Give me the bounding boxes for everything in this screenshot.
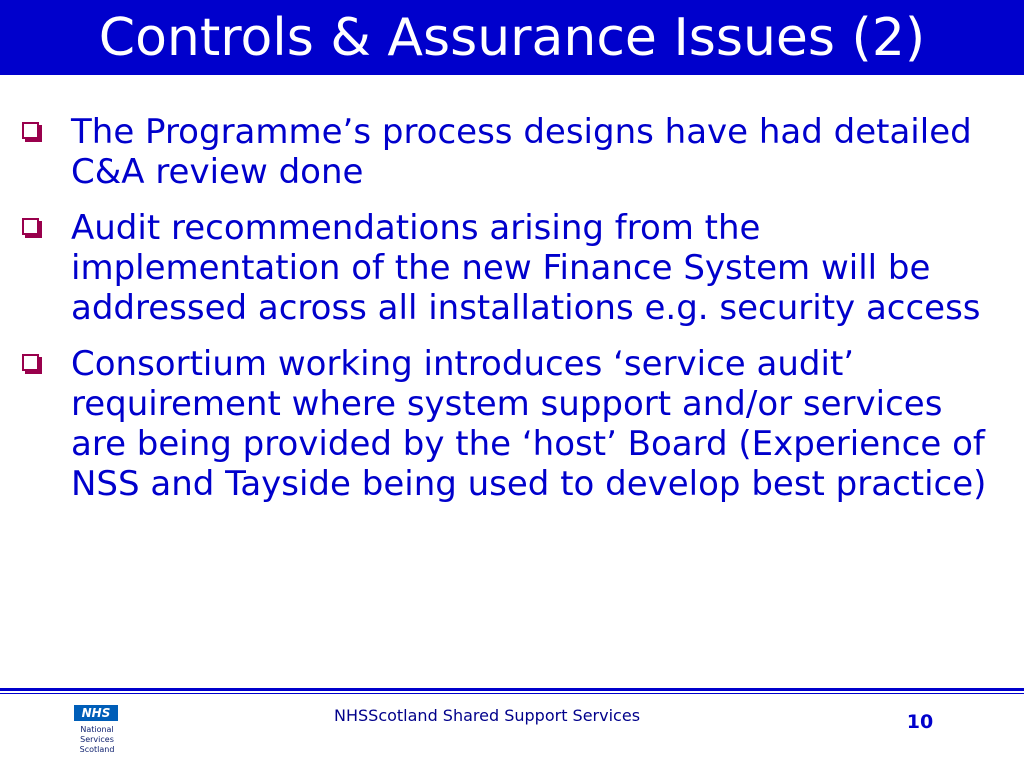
bullet-item <box>0 344 1024 504</box>
title-bar <box>0 0 1024 75</box>
logo-text-line: National <box>80 725 114 734</box>
footer-divider-thin <box>0 693 1024 694</box>
page-number: 10 <box>906 711 934 733</box>
square-bullet-icon <box>22 122 39 139</box>
footer-divider <box>0 688 1024 691</box>
slide-title: Controls & Assurance Issues (2) <box>98 8 926 68</box>
footer-text: NHSScotland Shared Support Services <box>334 706 641 725</box>
logo-text-line: Services <box>80 735 114 744</box>
nhs-logo <box>74 705 120 761</box>
square-bullet-icon <box>22 354 39 371</box>
bullet-text: The Programme’s process designs have had detailed C&A review done <box>71 112 972 192</box>
bullet-list <box>0 112 1024 520</box>
bullet-item <box>0 208 1024 328</box>
square-bullet-icon <box>22 218 39 235</box>
nhs-logo-badge: NHS <box>74 705 118 721</box>
logo-text-line: Scotland <box>79 745 115 754</box>
bullet-text: Consortium working introduces ‘service audit’ requirement where system support and/or services are being provided by the ‘host’ Board (Experience of NSS and Tayside being used to develop best practice) <box>71 344 987 504</box>
bullet-item <box>0 112 1024 192</box>
bullet-text: Audit recommendations arising from the implementation of the new Finance System will be addressed across all installations e.g. security access <box>71 208 981 328</box>
